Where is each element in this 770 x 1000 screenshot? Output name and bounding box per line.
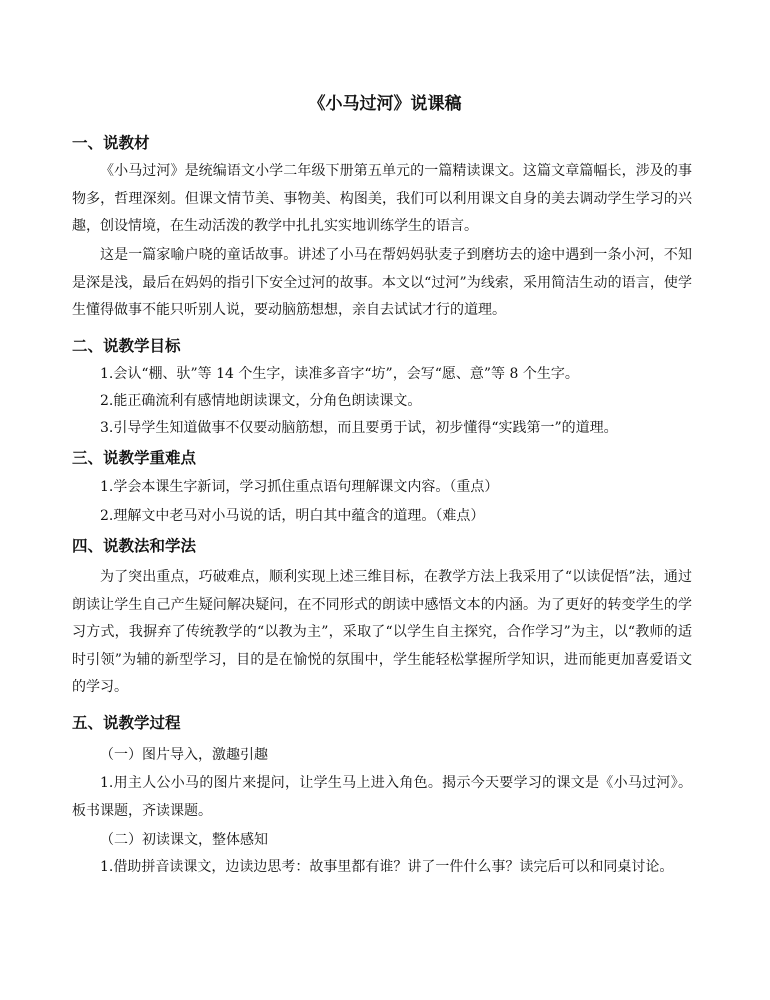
section-heading-objectives: 二、说教学目标 [72,337,181,355]
process-step-text: 1.用主人公小马的图片来提问，让学生马上进入角色。揭示今天要学习的课文是《小马过河》。板书课题，齐读课题。 [72,775,692,819]
paragraph-textbook-intro: 《小马过河》是统编语文小学二年级下册第五单元的一篇精读课文。这篇文章篇幅长，涉及的事物多，哲理深刻。但课文情节美、事物美、构图美，我们可以利用课文自身的美去调动学生学习的兴趣，创设情境，在生动活泼的教学中扎扎实实地训练学生的语言。 [72,163,692,234]
section-heading-process: 五、说教学过程 [72,714,181,732]
process-subheading: （一）图片导入，激趣引趣 [100,747,268,763]
document-title: 《小马过河》说课稿 [308,94,462,114]
key-point-item: 2.理解文中老马对小马说的话，明白其中蕴含的道理。（难点） [100,508,485,524]
process-subheading: （二）初读课文，整体感知 [100,832,268,848]
section-heading-methods: 四、说教法和学法 [72,537,197,555]
section-heading-key-points: 三、说教学重难点 [72,449,197,467]
paragraph-story-summary: 这是一篇家喻户晓的童话故事。讲述了小马在帮妈妈驮麦子到磨坊去的途中遇到一条小河，不知是深是浅，最后在妈妈的指引下安全过河的故事。本文以“过河”为线索，采用简洁生动的语言，使学生懂得做事不能只听别人说，要动脑筋想想，亲自去试试才行的道理。 [72,247,692,318]
objective-item: 2.能正确流利有感情地朗读课文，分角色朗读课文。 [100,393,422,409]
objective-item: 3.引导学生知道做事不仅要动脑筋想，而且要勇于试，初步懂得“实践第一”的道理。 [100,420,618,436]
section-heading-textbook: 一、说教材 [72,134,150,152]
paragraph-methods: 为了突出重点，巧破难点，顺利实现上述三维目标，在教学方法上我采用了“以读促悟”法，通过朗读让学生自己产生疑问解决疑问，在不同形式的朗读中感悟文本的内涵。为了更好的转变学生的学习方式，我摒弃了传统教学的“以教为主”，采取了“以学生自主探究，合作学习”为主，以“教师的适时引领”为辅的新型学习，目的是在愉悦的氛围中，学生能轻松掌握所学知识，进而能更加喜爱语文的学习。 [72,569,692,695]
objective-item: 1.会认“棚、驮”等 14 个生字，读准多音字“坊”，会写“愿、意”等 8 个生字。 [100,366,579,382]
key-point-item: 1.学会本课生字新词，学习抓住重点语句理解课文内容。（重点） [100,479,499,495]
process-step-text: 1.借助拼音读课文，边读边思考：故事里都有谁？讲了一件什么事？读完后可以和同桌讨论。 [100,859,674,875]
